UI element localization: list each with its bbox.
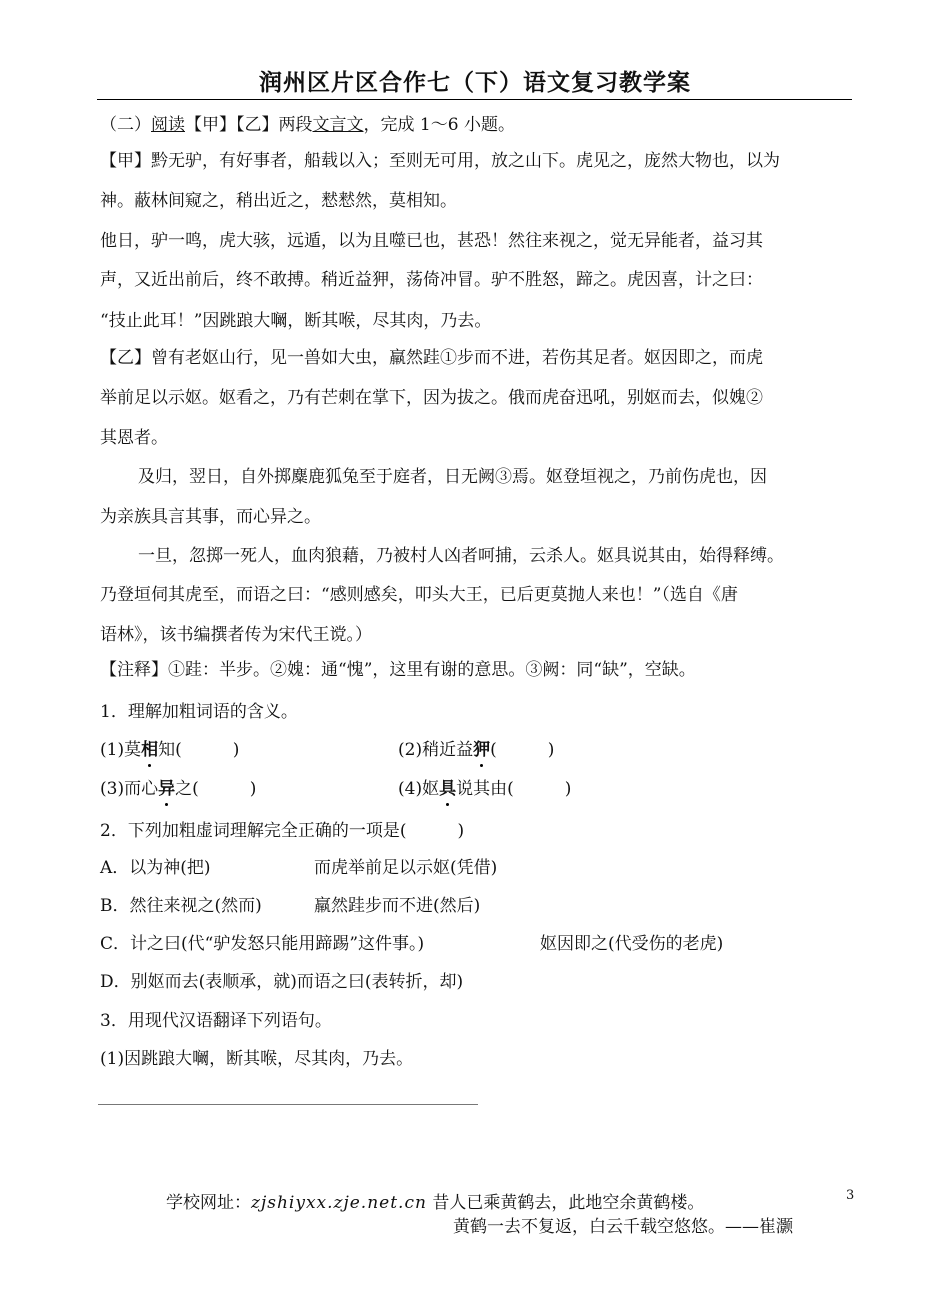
q3-stem: 3．用现代汉语翻译下列语句。 (100, 1011, 332, 1031)
bold-word: 狎 (473, 740, 491, 760)
page-number: 3 (846, 1188, 855, 1203)
q1-item-1: (1)莫相知( ) (100, 740, 240, 760)
jia-line-3: 他日，驴一鸣，虎大骇，远遁，以为且噬已也，甚恐！然往来视之，觉无异能者，益习其 (100, 231, 763, 251)
yi-line-4: 及归，翌日，自外掷麋鹿狐兔至于庭者，日无阙③焉。妪登垣视之，乃前伤虎也，因 (138, 467, 767, 487)
q2-option-d: D．别妪而去(表顺承，就)而语之曰(表转折，却) (100, 972, 464, 992)
page-title: 润州区片区合作七（下）语文复习教学案 (259, 69, 691, 96)
footer-line-2: 黄鹤一去不复返，白云千载空悠悠。——崔灏 (453, 1217, 793, 1237)
jia-line-1: 【甲】黔无驴，有好事者，船载以入；至则无可用，放之山下。虎见之，庞然大物也，以为 (100, 151, 780, 171)
yi-line-6: 一旦，忽掷一死人，血肉狼藉，乃被村人凶者呵捕，云杀人。妪具说其由，始得释缚。 (138, 546, 784, 566)
intro-prefix: （二） (100, 115, 151, 135)
yi-line-1: 【乙】曾有老妪山行，见一兽如大虫，羸然跬①步而不进，若伤其足者。妪因即之，而虎 (100, 348, 763, 368)
yi-line-3: 其恩者。 (100, 428, 168, 448)
jia-line-5: “技止此耳！”因跳踉大㘎，断其喉，尽其肉，乃去。 (100, 311, 492, 331)
notes-line: 【注释】①跬：半步。②媿：通“愧”，这里有谢的意思。③阙：同“缺”，空缺。 (100, 660, 696, 680)
yi-line-8: 语林》，该书编撰者传为宋代王谠。） (100, 625, 372, 645)
intro-line (100, 114, 855, 136)
q2-option-a: A．以为神(把) 而虎举前足以示妪(凭借) (100, 858, 498, 878)
q1-stem: 1．理解加粗词语的含义。 (100, 702, 298, 722)
header-rule (97, 99, 852, 100)
jia-line-4: 声，又近出前后，终不敢搏。稍近益狎，荡倚冲冒。驴不胜怒，蹄之。虎因喜，计之曰： (100, 270, 763, 290)
answer-line[interactable] (98, 1104, 478, 1105)
intro-mid: 【甲】【乙】两段 (185, 115, 313, 135)
q1-item-2: (2)稍近益狎( ) (398, 740, 555, 760)
jia-line-2: 神。蔽林间窥之，稍出近之，慭慭然，莫相知。 (100, 191, 457, 211)
bold-word: 异 (158, 779, 176, 799)
intro-suffix: ，完成 1～6 小题。 (363, 115, 515, 135)
yi-line-2: 举前足以示妪。妪看之，乃有芒刺在掌下，因为拔之。俄而虎奋迅吼，别妪而去，似媿② (100, 388, 763, 408)
q2-stem: 2．下列加粗虚词理解完全正确的一项是( ) (100, 821, 465, 841)
bold-word: 相 (141, 740, 159, 760)
q1-item-3: (3)而心异之( ) (100, 779, 257, 799)
intro-link-classical[interactable]: 文言文 (312, 115, 364, 135)
q2-option-c: C．计之曰(代“驴发怒只能用蹄踢”这件事。) 妪因即之(代受伤的老虎) (100, 934, 724, 954)
yi-line-5: 为亲族具言其事，而心异之。 (100, 507, 321, 527)
q3-sentence-1: (1)因跳踉大㘎，断其喉，尽其肉，乃去。 (100, 1049, 414, 1069)
bold-word: 具 (439, 779, 457, 799)
q2-option-b: B．然往来视之(然而) 羸然跬步而不进(然后) (100, 896, 481, 916)
school-url[interactable]: zjshiyxx.zje.net.cn (251, 1193, 427, 1213)
footer-line-1: 学校网址：zjshiyxx.zje.net.cn 昔人已乘黄鹤去，此地空余黄鹤楼。 (166, 1193, 705, 1213)
yi-line-7: 乃登垣伺其虎至，而语之曰：“感则感矣，叩头大王，已后更莫抛人来也！”（选自《唐 (100, 585, 738, 605)
intro-link-read[interactable]: 阅读 (151, 115, 185, 135)
q1-item-4: (4)妪具说其由( ) (398, 779, 572, 799)
